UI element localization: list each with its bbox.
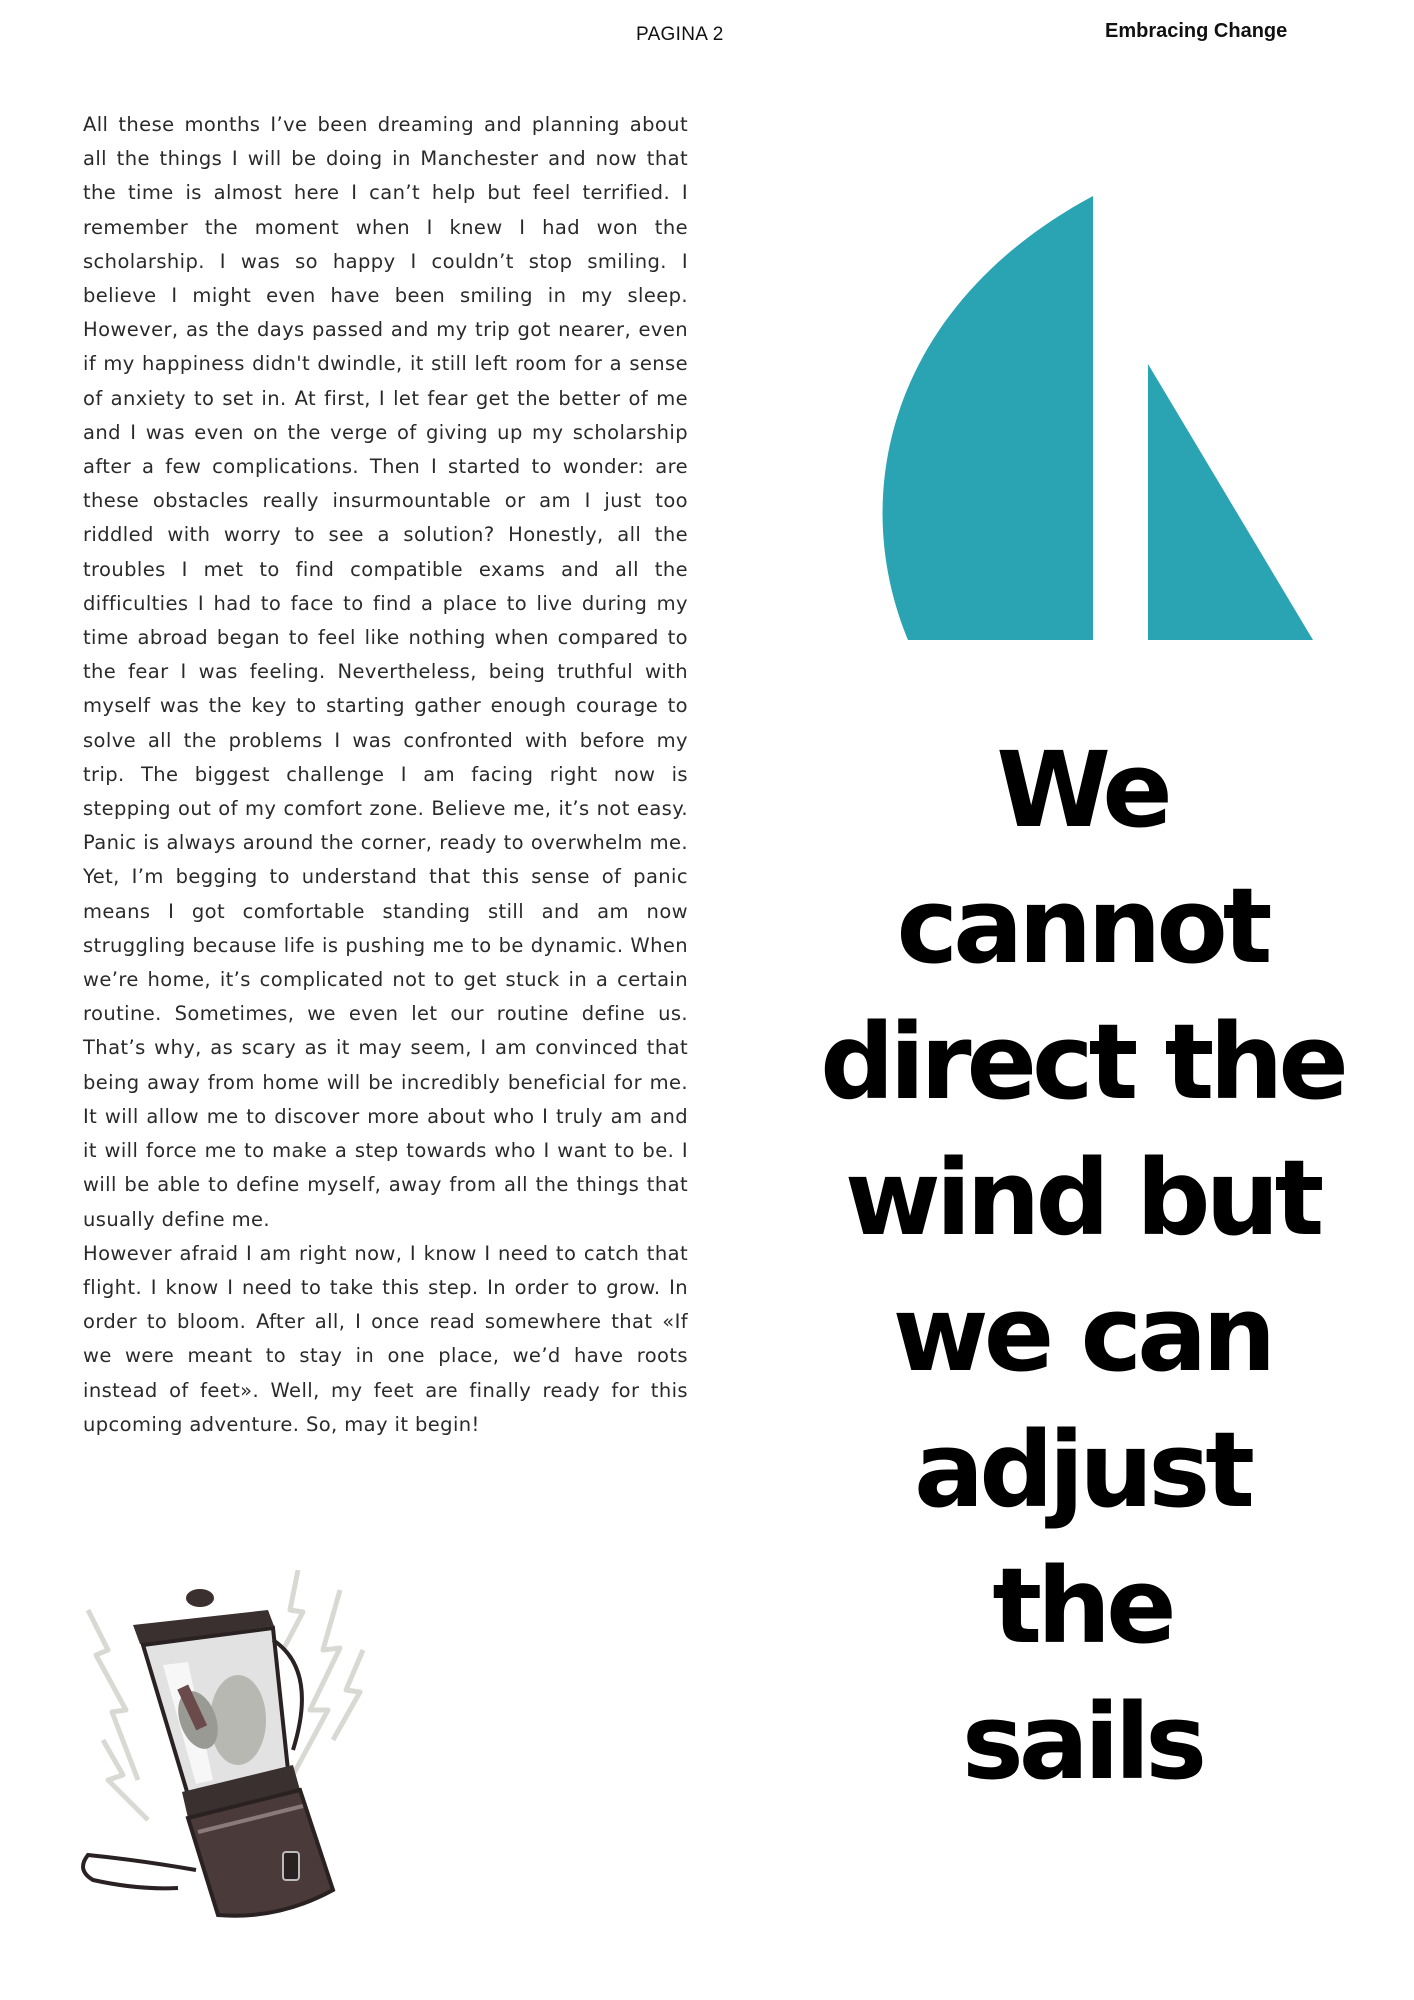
quote-line: sails [961,1681,1203,1803]
page-number: PAGINA 2 [636,24,724,45]
quote-line: adjust the [914,1409,1250,1667]
pull-quote [812,722,1352,1810]
header-title: Embracing Change [1105,20,1288,42]
quote-line: we can [892,1273,1272,1395]
quote-line: direct the [820,1001,1344,1123]
sailboat-icon [868,196,1313,646]
jib-sail-shape [1148,364,1313,640]
blender-icon [78,1570,378,1930]
article-paragraph: All these months I’ve been dreaming and planning about all the things I will be doing in Manchester and now that the time is almost here I can’t help but feel terrified. I remember the moment when I knew I had won the scholarship. I was so happy I couldn’t stop smiling. I believe I might even have been smiling in my sleep. However, as the days passed and my trip got nearer, even if my happiness didn't dwindle, it still left room for a sense of anxiety to set in. At first, I let fear get the better of me and I was even on the verge of giving up my scholarship after a few complications. Then I started to wonder: are these obstacles really insurmountable or am I just too riddled with worry to see a solution? Honestly, all the troubles I met to find compatible exams and all the difficulties I had to face to find a place to live during my time abroad began to feel like nothing when compared to the fear I was feeling. Nevertheless, being truthful with myself was the key to starting gather enough courage to solve all the problems I was confronted with before my trip. The biggest challenge I am facing right now is stepping out of my comfort zone. Believe me, it’s not easy. Panic is always around the corner, ready to overwhelm me. Yet, I’m begging to understand that this sense of panic means I got comfortable standing still and am now struggling because life is pushing me to be dynamic. When we’re home, it’s complicated not to get stuck in a certain routine. Sometimes, we even let our routine define us. That’s why, as scary as it may seem, I am convinced that being away from home will be incredibly beneficial for me. It will allow me to discover more about who I truly am and it will force me to make a step towards who I want to be. I will be able to define myself, away from all the things that usually define me. [83,113,688,1231]
main-sail-shape [883,196,1093,640]
quote-line: wind but [844,1137,1320,1259]
quote-line: We cannot [896,729,1268,987]
article-body [83,108,688,1442]
article-paragraph: However afraid I am right now, I know I need to catch that flight. I know I need to take this step. In order to grow. In order to bloom. After all, I once read somewhere that «If we were meant to stay in one place, we’d have roots instead of feet». Well, my feet are finally ready for this upcoming adventure. So, may it begin! [83,1241,688,1436]
